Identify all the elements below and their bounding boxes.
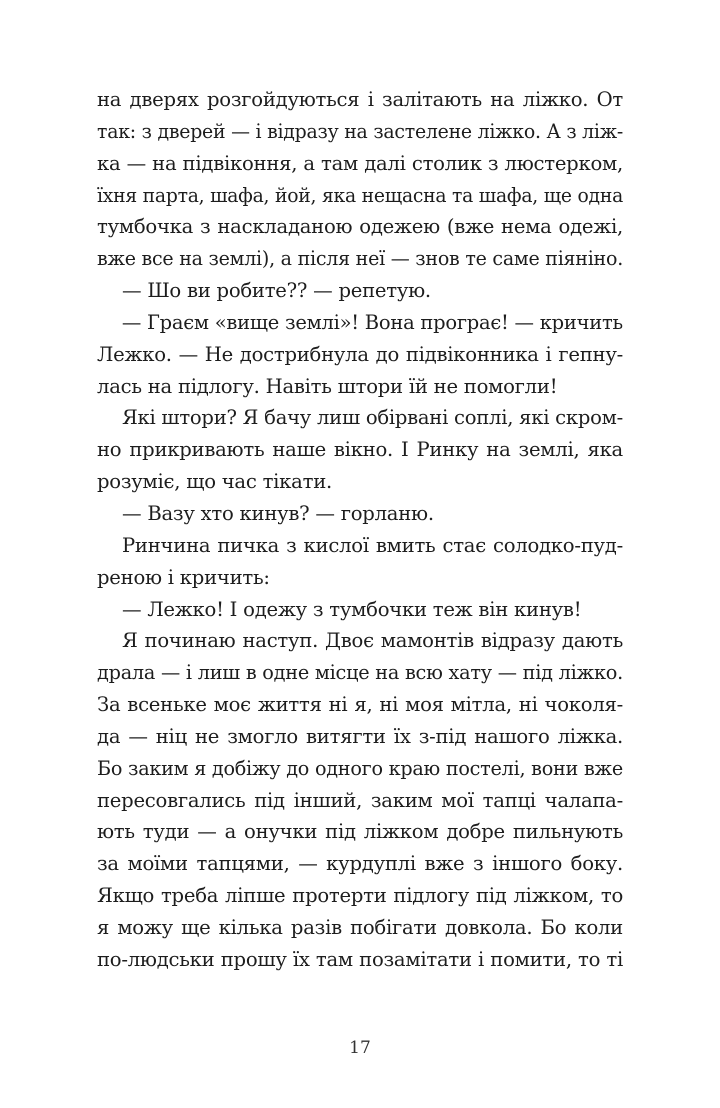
text-line: — Граєм «вище землі»! Вона програє! — кричить xyxy=(121,310,623,334)
text-line: — Лежко! І одежу з тумбочки теж він кинув! xyxy=(122,597,582,621)
text-line: ка — на підвіконня, а там далі столик з люстерком, xyxy=(97,151,623,175)
text-line: реною і кричить: xyxy=(97,565,270,589)
text-line: їхня парта, шафа, йой, яка нещасна та шафа, ще одна xyxy=(97,183,623,207)
text-line: пересовгались під інший, заким мої тапці чалапа- xyxy=(97,788,623,812)
text-line: Бо заким я добіжу до одного краю постелі, вони вже xyxy=(97,756,623,780)
text-line: Я починаю наступ. Двоє мамонтів відразу дають xyxy=(122,629,623,653)
text-line: За всеньке моє життя ні я, ні моя мітла, ні чоколя- xyxy=(97,693,623,717)
text-line: драла — і лиш в одне місце на всю хату — під ліжко. xyxy=(97,661,623,685)
text-line: розуміє, що час тікати. xyxy=(97,470,332,494)
text-line: тумбочка з наскладаною одежею (вже нема одежі, xyxy=(97,215,623,239)
text-line: так: з дверей — і відразу на застелене ліжко. А з ліж- xyxy=(97,119,623,143)
text-line: Лежко. — Не дострибнула до підвіконника і гепну- xyxy=(97,342,623,366)
text-line: за моїми тапцями, — курдуплі вже з іншого боку. xyxy=(97,852,623,876)
text-line: лась на підлогу. Навіть штори їй не помогли! xyxy=(97,374,558,398)
text-line: да — ніц не змогло витягти їх з-під нашого ліжка. xyxy=(97,724,623,748)
text-line: Ринчина пичка з кислої вмить стає солодко-пуд- xyxy=(122,533,623,557)
text-line: я можу ще кілька разів побігати довкола. Бо коли xyxy=(97,915,623,939)
text-line: но прикривають наше вікно. І Ринку на землі, яка xyxy=(97,438,623,462)
text-line: вже все на землі), а після неї — знов те саме піяніно. xyxy=(97,247,623,271)
text-line: Які штори? Я бачу лиш обірвані соплі, які скром- xyxy=(121,406,623,430)
text-line: — Шо ви робите?? — репетую. xyxy=(122,279,431,303)
text-line: Якщо треба ліпше протерти підлогу під ліжком, то xyxy=(97,884,623,908)
page-number: 17 xyxy=(349,1038,371,1058)
text-line: — Вазу хто кинув? — горланю. xyxy=(122,501,434,525)
body-text xyxy=(97,84,623,976)
text-line: ють туди — а онучки під ліжком добре пильнують xyxy=(97,820,623,844)
text-line: на дверях розгойдуються і залітають на ліжко. От xyxy=(97,88,623,111)
text-line: по-людськи прошу їх там позамітати і помити, то ті xyxy=(97,947,623,971)
